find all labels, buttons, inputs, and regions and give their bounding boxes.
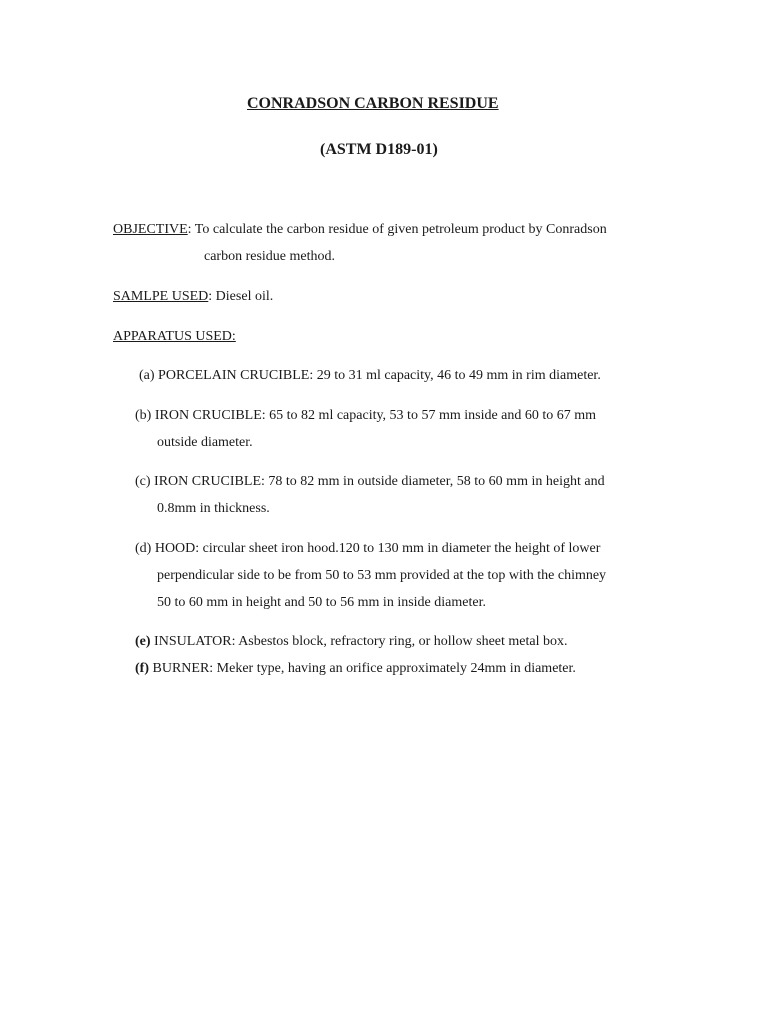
apparatus-item-d-line-3: 50 to 60 mm in height and 50 to 56 mm in inside diameter. (157, 595, 486, 610)
item-text: IRON CRUCIBLE: 78 to 82 mm in outside diameter, 58 to 60 mm in height and (154, 474, 605, 489)
item-text: INSULATOR: Asbestos block, refractory ring, or hollow sheet metal box. (154, 634, 568, 649)
apparatus-item-c (135, 475, 605, 489)
apparatus-item-a (139, 369, 601, 383)
apparatus-item-c-line-2: 0.8mm in thickness. (157, 501, 270, 516)
apparatus-item-d-line-2: perpendicular side to be from 50 to 53 mm provided at the top with the chimney (157, 568, 607, 583)
sample-line (113, 290, 273, 304)
item-text: IRON CRUCIBLE: 65 to 82 ml capacity, 53 to 57 mm inside and 60 to 67 mm (154, 408, 597, 423)
item-marker: (c) (135, 474, 151, 489)
document-title: CONRADSON CARBON RESIDUE (247, 95, 499, 112)
apparatus-item-b (135, 409, 596, 423)
apparatus-item-b-line-2: outside diameter. (157, 435, 253, 450)
item-text: BURNER: Meker type, having an orifice approximately 24mm in diameter. (152, 661, 576, 676)
item-marker: (e) (135, 634, 151, 649)
objective-label: OBJECTIVE (113, 222, 188, 237)
objective-line-1 (113, 223, 607, 237)
objective-text-1: : To calculate the carbon residue of given petroleum product by Conradson (187, 222, 607, 237)
sample-label: SAMLPE USED (113, 289, 209, 304)
sample-text: : Diesel oil. (208, 289, 274, 304)
apparatus-item-d (135, 542, 600, 556)
item-marker: (b) (135, 408, 152, 423)
item-marker: (d) (135, 541, 152, 556)
standard-reference: (ASTM D189-01) (320, 141, 438, 158)
item-marker: (a) (139, 368, 155, 383)
item-text: HOOD: circular sheet iron hood.120 to 130 mm in diameter the height of lower (154, 541, 601, 556)
objective-text-2: carbon residue method. (204, 249, 336, 264)
apparatus-item-e (135, 635, 568, 649)
apparatus-label: APPARATUS USED: (113, 329, 236, 344)
item-marker: (f) (135, 661, 149, 676)
item-text: PORCELAIN CRUCIBLE: 29 to 31 ml capacity, 46 to 49 mm in rim diameter. (158, 368, 601, 383)
apparatus-item-f (135, 662, 576, 676)
